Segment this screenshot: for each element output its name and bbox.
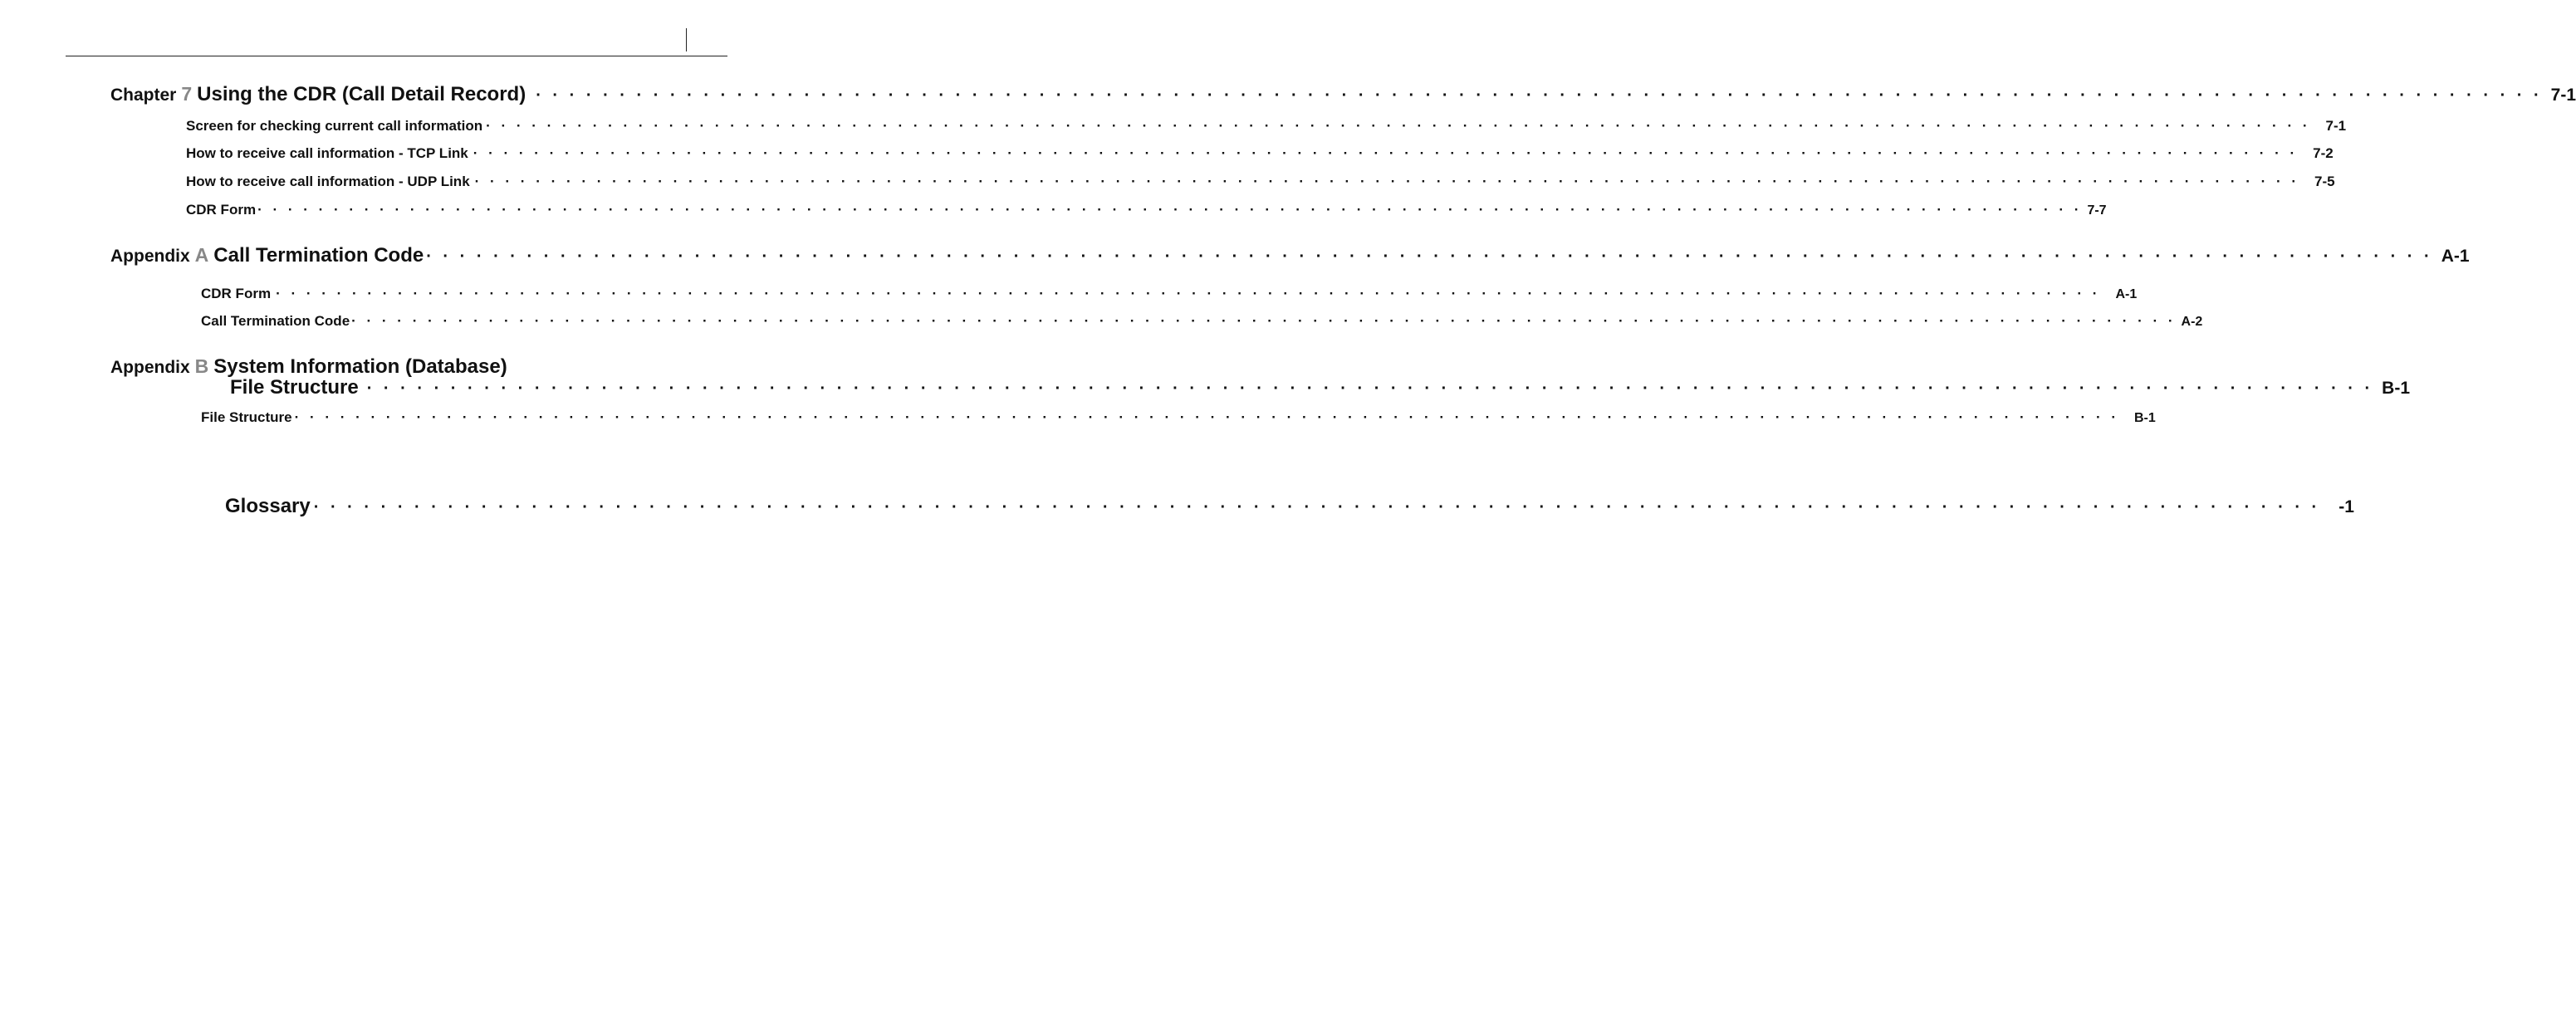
appendix-label: Appendix xyxy=(110,247,190,266)
appendix-title-line2: File Structure xyxy=(230,376,359,399)
toc-item[interactable] xyxy=(201,409,2156,426)
leader-dots: · · · · · · · · · · · · · · · · · · · · · · · · · · · · · · · · · · · · · · · · · · · · · · · · · · · · · · · · · · · · · · · · · · · · · · · · · · · · · · · · · · · · · · · · · · · · · · · · · · · · · · · · · · · · · · · · · · · · · · · · xyxy=(486,118,2311,134)
toc-item-title: How to receive call information - UDP Link xyxy=(186,174,470,189)
toc-item-page: 7-5 xyxy=(2314,174,2335,189)
toc-item-title: How to receive call information - TCP Link xyxy=(186,145,468,161)
leader-dots: · · · · · · · · · · · · · · · · · · · · · · · · · · · · · · · · · · · · · · · · · · · · · · · · · · · · · · · · · · · · · · · · · · · · · · · · · · · · · · · · · · · · · · · · · · · · · · · · · · · · · · · · · · · · · · · · · · · · · · · · xyxy=(313,498,2321,516)
chapter-number: 7 xyxy=(181,83,193,105)
toc-appendix-a[interactable] xyxy=(110,244,2470,267)
toc-appendix-b[interactable] xyxy=(110,355,727,379)
toc-item-page: 7-2 xyxy=(2313,145,2334,161)
leader-dots: · · · · · · · · · · · · · · · · · · · · · · · · · · · · · · · · · · · · · · · · · · · · · · · · · · · · · · · · · · · · · · · · · · · · · · · · · · · · · · · · · · · · · · · · · · · · · · · · · · · · · · · · · · · · · · · · · · · · · · · · xyxy=(257,202,2083,218)
chapter-label: Chapter xyxy=(110,86,177,105)
toc-item-page: 7-7 xyxy=(2087,203,2107,218)
toc-item-title: File Structure xyxy=(201,409,292,425)
toc-item-page: B-1 xyxy=(2133,411,2156,425)
toc-item-page: 7-1 xyxy=(2325,118,2347,134)
toc-item[interactable] xyxy=(186,202,2107,218)
toc-item-page: A-1 xyxy=(2115,287,2138,301)
leader-dots: · · · · · · · · · · · · · · · · · · · · · · · · · · · · · · · · · · · · · · · · · · · · · · · · · · · · · · · · · · · · · · · · · · · · · · · · · · · · · · · · · · · · · · · · · · · · · · · · · · · · · · · · · · · · · · · · · · · · · · · · xyxy=(276,286,2101,301)
toc-item-title: CDR Form xyxy=(201,286,272,301)
appendix-letter: B xyxy=(194,355,209,377)
toc-item[interactable] xyxy=(201,313,2203,330)
toc-item[interactable] xyxy=(201,286,2138,302)
toc-item[interactable] xyxy=(186,145,2334,162)
chapter-page: 7-1 xyxy=(2550,86,2576,105)
leader-dots: · · · · · · · · · · · · · · · · · · · · · · · · · · · · · · · · · · · · · · · · · · · · · · · · · · · · · · · · · · · · · · · · · · · · · · · · · · · · · · · · · · · · · · · · · · · · · · · · · · · · · · · · · · · · · · · · · · · · · · · · xyxy=(536,86,2543,105)
appendix-letter: A xyxy=(194,244,209,266)
leader-dots: · · · · · · · · · · · · · · · · · · · · · · · · · · · · · · · · · · · · · · · · · · · · · · · · · · · · · · · · · · · · · · · · · · · · · · · · · · · · · · · · · · · · · · · · · · · · · · · · · · · · · · · · · · · · · · · · · · · · · · · · xyxy=(473,145,2299,161)
leader-dots: · · · · · · · · · · · · · · · · · · · · · · · · · · · · · · · · · · · · · · · · · · · · · · · · · · · · · · · · · · · · · · · · · · · · · · · · · · · · · · · · · · · · · · · · · · · · · · · · · · · · · · · · · · · · · · · · · · · · · · · · xyxy=(366,379,2374,398)
toc-item-title: Call Termination Code xyxy=(201,313,350,329)
glossary-title: Glossary xyxy=(225,495,311,517)
appendix-label: Appendix xyxy=(110,358,190,377)
appendix-title: Call Termination Code xyxy=(213,244,424,267)
appendix-title-line1: System Information (Database) xyxy=(213,355,507,378)
chapter-title: Using the CDR (Call Detail Record) xyxy=(197,83,526,105)
leader-dots: · · · · · · · · · · · · · · · · · · · · · · · · · · · · · · · · · · · · · · · · · · · · · · · · · · · · · · · · · · · · · · · · · · · · · · · · · · · · · · · · · · · · · · · · · · · · · · · · · · · · · · · · · · · · · · · · · · · · · · · · xyxy=(351,313,2177,329)
appendix-page: A-1 xyxy=(2441,247,2470,266)
toc-chapter-7[interactable] xyxy=(110,83,2576,106)
header-tick xyxy=(686,28,687,51)
leader-dots: · · · · · · · · · · · · · · · · · · · · · · · · · · · · · · · · · · · · · · · · · · · · · · · · · · · · · · · · · · · · · · · · · · · · · · · · · · · · · · · · · · · · · · · · · · · · · · · · · · · · · · · · · · · · · · · · · · · · · · · · xyxy=(426,247,2433,266)
toc-item[interactable] xyxy=(186,118,2347,135)
appendix-page: B-1 xyxy=(2382,379,2411,398)
toc-item-title: CDR Form xyxy=(186,202,257,218)
toc-appendix-b-line2[interactable] xyxy=(230,376,2411,399)
leader-dots: · · · · · · · · · · · · · · · · · · · · · · · · · · · · · · · · · · · · · · · · · · · · · · · · · · · · · · · · · · · · · · · · · · · · · · · · · · · · · · · · · · · · · · · · · · · · · · · · · · · · · · · · · · · · · · · · · · · · · · · · xyxy=(474,174,2300,189)
toc-glossary[interactable] xyxy=(225,495,2354,518)
toc-item-title: Screen for checking current call information xyxy=(186,118,483,134)
glossary-page: -1 xyxy=(2338,497,2354,516)
leader-dots: · · · · · · · · · · · · · · · · · · · · · · · · · · · · · · · · · · · · · · · · · · · · · · · · · · · · · · · · · · · · · · · · · · · · · · · · · · · · · · · · · · · · · · · · · · · · · · · · · · · · · · · · · · · · · · · · · · · · · · · · xyxy=(294,409,2119,425)
toc-item[interactable] xyxy=(186,174,2335,190)
toc-item-page: A-2 xyxy=(2181,315,2203,329)
